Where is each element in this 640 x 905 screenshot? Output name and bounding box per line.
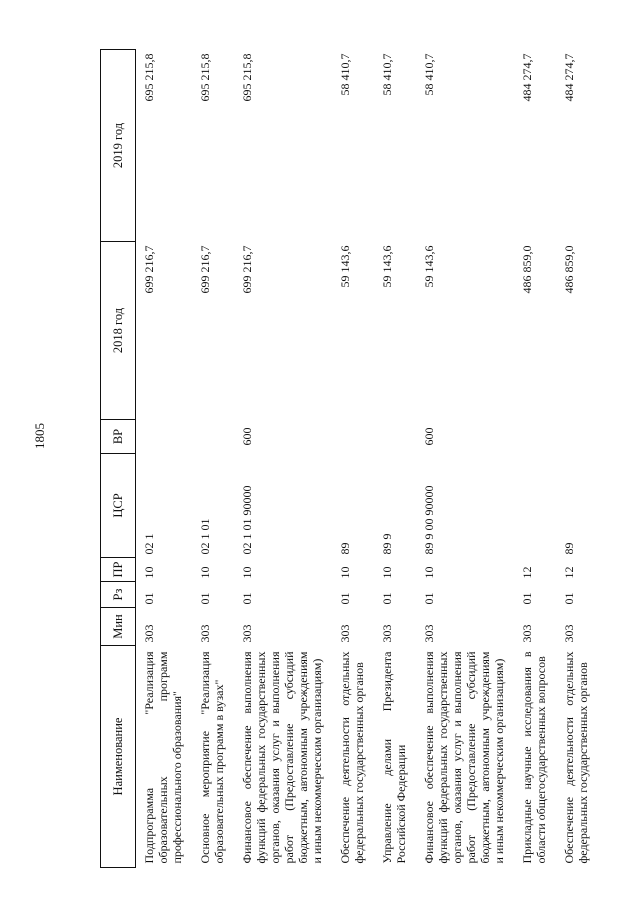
cell-2019: 484 274,7 (520, 53, 534, 102)
cell-2018: 486 859,0 (520, 245, 534, 294)
header-name: Наименование (101, 646, 136, 868)
cell-pr: 12 (562, 566, 576, 579)
table-row (556, 50, 598, 868)
cell-2019: 58 410,7 (422, 53, 436, 96)
table-row (192, 50, 234, 868)
cell-vr (332, 420, 374, 454)
cell-vr: 600 (240, 427, 254, 446)
cell-rz: 01 (380, 592, 394, 605)
cell-pr: 10 (142, 566, 156, 579)
header-csr: ЦСР (101, 454, 136, 558)
table-row (514, 50, 556, 868)
cell-rz: 01 (338, 592, 352, 605)
cell-2019: 58 410,7 (380, 53, 394, 96)
cell-rz: 01 (520, 592, 534, 605)
cell-name: Обеспечение деятельности отдельных федеральных государственных органов (338, 651, 366, 864)
cell-min: 303 (142, 624, 156, 643)
cell-csr: 02 1 01 90000 (240, 485, 254, 555)
budget-table (100, 49, 598, 868)
cell-pr: 10 (380, 566, 394, 579)
cell-vr (192, 420, 234, 454)
cell-min: 303 (338, 624, 352, 643)
cell-2018: 59 143,6 (338, 245, 352, 288)
cell-pr: 10 (240, 566, 254, 579)
cell-vr (374, 420, 416, 454)
cell-2018: 59 143,6 (380, 245, 394, 288)
cell-vr (514, 420, 556, 454)
cell-vr (136, 420, 193, 454)
cell-name: Подпрограмма "Реализация образовательных программ профессионального образования" (142, 651, 184, 864)
cell-2019: 58 410,7 (338, 53, 352, 96)
cell-min: 303 (562, 624, 576, 643)
cell-csr: 89 (562, 542, 576, 555)
cell-rz: 01 (562, 592, 576, 605)
cell-min: 303 (422, 624, 436, 643)
cell-csr: 89 9 00 90000 (422, 485, 436, 555)
table-row (374, 50, 416, 868)
cell-min: 303 (240, 624, 254, 643)
cell-pr: 10 (422, 566, 436, 579)
cell-pr: 10 (198, 566, 212, 579)
cell-vr: 600 (422, 427, 436, 446)
header-rz: Рз (101, 582, 136, 608)
cell-2018: 59 143,6 (422, 245, 436, 288)
cell-vr (556, 420, 598, 454)
header-2019: 2019 год (101, 50, 136, 242)
header-pr: ПР (101, 558, 136, 582)
cell-csr: 89 (338, 542, 352, 555)
header-vr: ВР (101, 420, 136, 454)
cell-name: Основное мероприятие "Реализация образовательных программ в вузах" (198, 651, 226, 864)
cell-rz: 01 (198, 592, 212, 605)
cell-csr: 02 1 (142, 533, 156, 555)
cell-2019: 484 274,7 (562, 53, 576, 102)
cell-min: 303 (380, 624, 394, 643)
cell-2019: 695 215,8 (240, 53, 254, 102)
cell-rz: 01 (142, 592, 156, 605)
cell-2019: 695 215,8 (198, 53, 212, 102)
table-row (416, 50, 514, 868)
header-2018: 2018 год (101, 242, 136, 420)
cell-2019: 695 215,8 (142, 53, 156, 102)
cell-name: Финансовое обеспечение выполнения функций федеральных государственных органов, оказания услуг и выполнения работ (Предоставление субсидий бюджетным, автономным учреждениям и иным некоммерческим организациям) (240, 651, 324, 864)
cell-rz: 01 (422, 592, 436, 605)
table-row (234, 50, 332, 868)
table-header-row (101, 50, 136, 868)
cell-2018: 699 216,7 (240, 245, 254, 294)
cell-csr: 02 1 01 (198, 518, 212, 555)
cell-name: Обеспечение деятельности отдельных федеральных государственных органов (562, 651, 590, 864)
cell-csr (514, 454, 556, 558)
cell-csr: 89 9 (380, 533, 394, 555)
cell-min: 303 (198, 624, 212, 643)
cell-pr: 10 (338, 566, 352, 579)
cell-2018: 486 859,0 (562, 245, 576, 294)
cell-2018: 699 216,7 (198, 245, 212, 294)
cell-name: Финансовое обеспечение выполнения функций федеральных государственных органов, оказания услуг и выполнения работ (Предоставление субсидий бюджетным, автономным учреждениям и иным некоммерческим организациям) (422, 651, 506, 864)
cell-2018: 699 216,7 (142, 245, 156, 294)
cell-pr: 12 (520, 566, 534, 579)
cell-rz: 01 (240, 592, 254, 605)
table-row (136, 50, 193, 868)
page-number: 1805 (32, 423, 47, 449)
cell-min: 303 (520, 624, 534, 643)
cell-name: Управление делами Президента Российской Федерации (380, 651, 408, 864)
table-row (332, 50, 374, 868)
header-min: Мин (101, 608, 136, 646)
rotated-page (100, 50, 600, 868)
cell-name: Прикладные научные исследования в области общегосударственных вопросов (520, 651, 548, 864)
